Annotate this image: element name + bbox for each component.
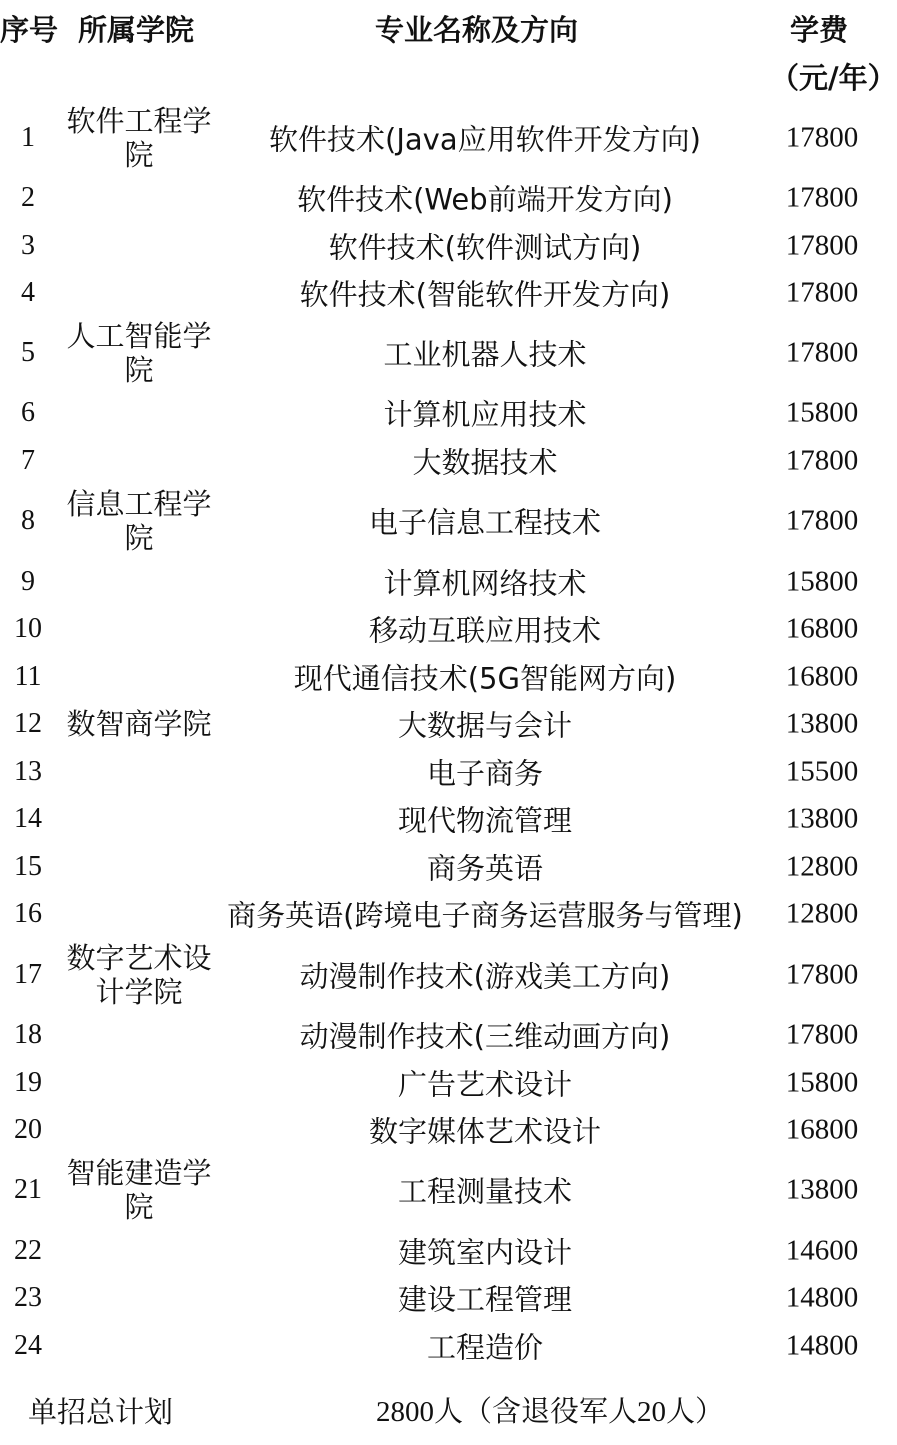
row-number: 18 bbox=[14, 1019, 42, 1050]
major-name: 软件技术(Web前端开发方向) bbox=[297, 182, 673, 217]
major-name: 大数据与会计 bbox=[397, 708, 572, 743]
tuition-fee: 17800 bbox=[785, 504, 859, 537]
tuition-fee: 17800 bbox=[785, 444, 859, 477]
table-row bbox=[0, 844, 897, 890]
major-name: 动漫制作技术(三维动画方向) bbox=[299, 1019, 671, 1054]
table-footer bbox=[0, 1390, 897, 1434]
table-row bbox=[0, 175, 897, 221]
row-number: 9 bbox=[21, 566, 35, 597]
header-college: 所属学院 bbox=[78, 13, 195, 47]
row-number: 16 bbox=[14, 898, 42, 929]
major-name: 动漫制作技术(游戏美工方向) bbox=[299, 959, 671, 994]
row-number: 20 bbox=[14, 1114, 42, 1145]
row-number: 19 bbox=[14, 1067, 42, 1098]
row-number: 3 bbox=[21, 230, 35, 261]
major-name: 工程测量技术 bbox=[397, 1174, 572, 1209]
major-name: 建筑室内设计 bbox=[397, 1235, 572, 1270]
major-name: 商务英语(跨境电子商务运营服务与管理) bbox=[227, 898, 743, 933]
tuition-fee: 14800 bbox=[785, 1281, 859, 1314]
row-number: 24 bbox=[14, 1330, 42, 1361]
header-fee-unit: （元/年） bbox=[770, 61, 897, 95]
table-row bbox=[0, 1107, 897, 1153]
table-row bbox=[0, 270, 897, 316]
major-name: 商务英语 bbox=[426, 851, 543, 886]
row-number: 6 bbox=[21, 397, 35, 428]
table-row bbox=[0, 1060, 897, 1106]
tuition-fee: 13800 bbox=[785, 707, 859, 740]
major-name: 软件技术(智能软件开发方向) bbox=[299, 277, 671, 312]
row-number: 10 bbox=[14, 613, 42, 644]
tuition-fee: 17800 bbox=[785, 181, 859, 214]
table-row bbox=[0, 940, 897, 1010]
header-fee: 学费 bbox=[790, 13, 849, 47]
major-name: 现代通信技术(5G智能网方向) bbox=[293, 661, 677, 696]
tuition-fee: 15800 bbox=[785, 565, 859, 598]
major-name: 大数据技术 bbox=[412, 445, 558, 480]
tuition-fee: 14600 bbox=[785, 1234, 859, 1267]
major-name: 建设工程管理 bbox=[397, 1282, 572, 1317]
row-number: 8 bbox=[21, 505, 35, 536]
major-name: 软件技术(软件测试方向) bbox=[328, 230, 642, 265]
college-name: 信息工程学院 bbox=[66, 487, 212, 555]
tuition-fee: 16800 bbox=[785, 660, 859, 693]
row-number: 1 bbox=[21, 122, 35, 153]
table-row bbox=[0, 486, 897, 556]
row-number: 2 bbox=[21, 182, 35, 213]
tuition-fee: 13800 bbox=[785, 1173, 859, 1206]
tuition-fee: 16800 bbox=[785, 1113, 859, 1146]
tuition-fee: 16800 bbox=[785, 612, 859, 645]
row-number: 4 bbox=[21, 277, 35, 308]
major-name: 工业机器人技术 bbox=[383, 337, 587, 372]
college-name: 智能建造学院 bbox=[66, 1156, 212, 1224]
table-row bbox=[0, 438, 897, 484]
row-number: 13 bbox=[14, 756, 42, 787]
tuition-fee: 14800 bbox=[785, 1329, 859, 1362]
row-number: 21 bbox=[14, 1174, 42, 1205]
tuition-fee: 15500 bbox=[785, 755, 859, 788]
tuition-fee: 15800 bbox=[785, 1066, 859, 1099]
tuition-fee: 17800 bbox=[785, 276, 859, 309]
table-row bbox=[0, 606, 897, 652]
tuition-fee: 13800 bbox=[785, 802, 859, 835]
college-name: 软件工程学院 bbox=[66, 104, 212, 172]
table-row bbox=[0, 749, 897, 795]
table-row bbox=[0, 1323, 897, 1369]
row-number: 12 bbox=[14, 708, 42, 739]
college-name: 数智商学院 bbox=[66, 707, 212, 741]
major-name: 电子信息工程技术 bbox=[368, 505, 601, 540]
header-major: 专业名称及方向 bbox=[375, 13, 579, 47]
major-name: 工程造价 bbox=[426, 1330, 543, 1365]
row-number: 22 bbox=[14, 1235, 42, 1266]
major-name: 数字媒体艺术设计 bbox=[368, 1114, 601, 1149]
major-name: 现代物流管理 bbox=[397, 803, 572, 838]
tuition-fee: 17800 bbox=[785, 121, 859, 154]
tuition-fee: 17800 bbox=[785, 336, 859, 369]
table-row bbox=[0, 1275, 897, 1321]
tuition-fee: 17800 bbox=[785, 1018, 859, 1051]
table-row bbox=[0, 223, 897, 269]
major-name: 广告艺术设计 bbox=[397, 1067, 572, 1102]
total-plan-value: 2800人（含退役军人20人） bbox=[375, 1396, 724, 1428]
table-row bbox=[0, 318, 897, 388]
table-row bbox=[0, 559, 897, 605]
table-row bbox=[0, 891, 897, 937]
total-plan-label: 单招总计划 bbox=[28, 1395, 174, 1429]
major-name: 计算机网络技术 bbox=[383, 566, 587, 601]
header-no: 序号 bbox=[0, 13, 59, 47]
row-number: 23 bbox=[14, 1282, 42, 1313]
row-number: 15 bbox=[14, 851, 42, 882]
college-name: 数字艺术设计学院 bbox=[66, 941, 212, 1009]
table-row bbox=[0, 796, 897, 842]
major-name: 电子商务 bbox=[426, 756, 543, 791]
table-row bbox=[0, 103, 897, 173]
row-number: 5 bbox=[21, 337, 35, 368]
tuition-fee: 17800 bbox=[785, 958, 859, 991]
tuition-fee: 17800 bbox=[785, 229, 859, 262]
table-row bbox=[0, 1228, 897, 1274]
tuition-fee: 15800 bbox=[785, 396, 859, 429]
row-number: 17 bbox=[14, 959, 42, 990]
table-row bbox=[0, 1155, 897, 1225]
tuition-fee: 12800 bbox=[785, 897, 859, 930]
row-number: 11 bbox=[14, 661, 42, 692]
college-name: 人工智能学院 bbox=[66, 319, 212, 387]
row-number: 14 bbox=[14, 803, 42, 834]
major-name: 软件技术(Java应用软件开发方向) bbox=[269, 122, 701, 157]
major-name: 计算机应用技术 bbox=[383, 397, 587, 432]
table-row bbox=[0, 390, 897, 436]
major-name: 移动互联应用技术 bbox=[368, 613, 601, 648]
row-number: 7 bbox=[21, 445, 35, 476]
table-row bbox=[0, 1012, 897, 1058]
tuition-fee: 12800 bbox=[785, 850, 859, 883]
